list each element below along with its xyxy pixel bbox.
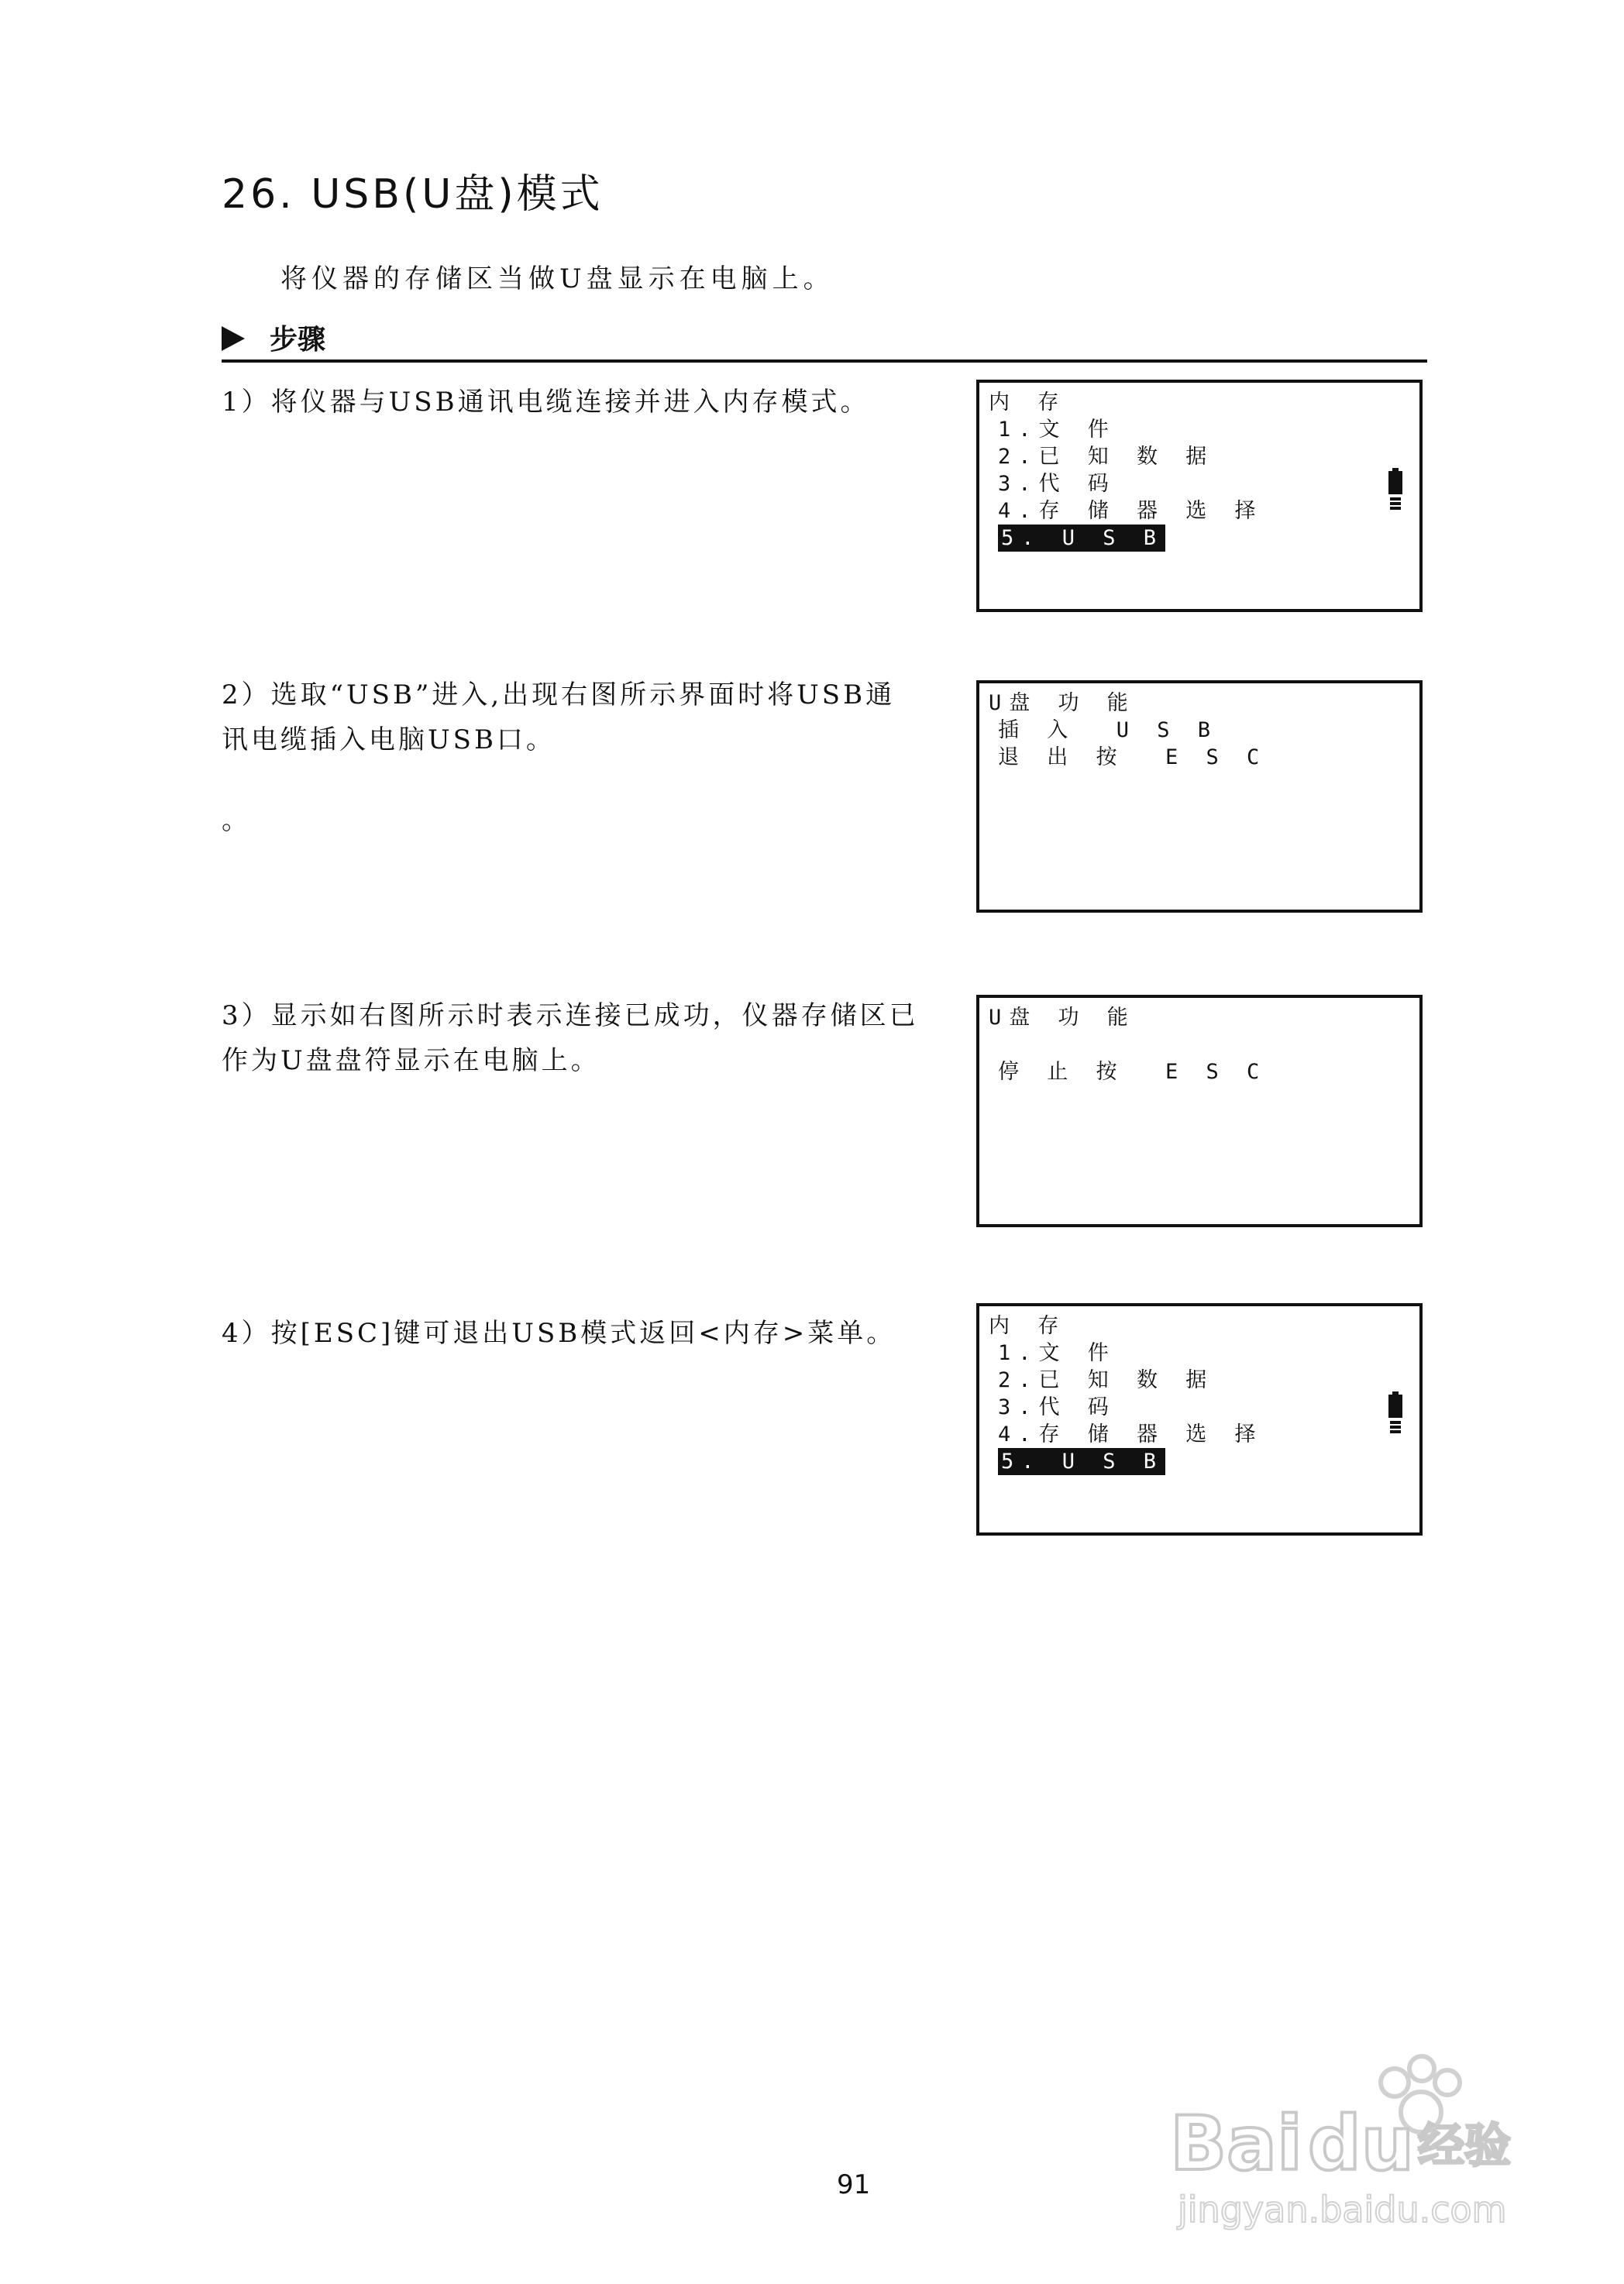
baidu-jingyan-watermark-logo [1162,2045,1550,2239]
step-3-text: 3）显示如右图所示时表示连接已成功，仪器存储区已作为U盘盘符显示在电脑上。 [222,1000,919,1076]
steps-heading-label: 步骤 [270,324,326,356]
screen-line-insert-usb: 插 入 U S B [998,718,1219,742]
menu-item-usb-selected: 5. U S B [998,525,1165,552]
svg-text:du: du [1308,2100,1415,2187]
screen-title: U盘 功 能 [989,1006,1136,1030]
menu-item-code: 3.代 码 [998,1395,1116,1419]
menu-item-code: 3.代 码 [998,472,1116,496]
screen-memory-menu [976,380,1423,612]
menu-item-file: 1.文 件 [998,418,1116,442]
step-1-text: 1）将仪器与USB通讯电缆连接并进入内存模式。 [222,387,870,418]
screen-usb-connected [976,995,1423,1227]
menu-item-known-data: 2.已 知 数 据 [998,445,1215,469]
screen-line-stop-esc: 停 止 按 E S C [998,1060,1268,1084]
battery-icon [1387,468,1404,514]
step-2-note: 。 [222,805,251,836]
menu-item-usb-selected: 5. U S B [998,1448,1165,1475]
steps-heading [222,318,1427,363]
screen-title: U盘 功 能 [989,691,1136,715]
screen-memory-menu-return [976,1303,1423,1536]
svg-text:jingyan.baidu.com: jingyan.baidu.com [1178,2189,1507,2231]
screen-usb-insert [976,680,1423,913]
page-title: 26. USB(U盘)模式 [222,171,604,218]
svg-text:经验: 经验 [1418,2119,1511,2173]
screen-title: 内 存 [989,1314,1067,1338]
menu-item-file: 1.文 件 [998,1341,1116,1365]
intro-text: 将仪器的存储区当做U盘显示在电脑上。 [280,263,834,294]
menu-item-known-data: 2.已 知 数 据 [998,1368,1215,1392]
screen-line-exit-esc: 退 出 按 E S C [998,745,1268,769]
menu-item-storage-select: 4.存 储 器 选 择 [998,499,1264,523]
step-2-text: 2）选取“USB”进入,出现右图所示界面时将USB通讯电缆插入电脑USB口。 [222,679,896,755]
svg-text:Bai: Bai [1170,2100,1302,2187]
step-4-text: 4）按[ESC]键可退出USB模式返回<内存>菜单。 [222,1318,896,1349]
battery-icon [1387,1391,1404,1438]
triangle-right-icon [222,326,245,351]
menu-item-storage-select: 4.存 储 器 选 择 [998,1422,1264,1446]
page-number: 91 [837,2169,871,2200]
screen-title: 内 存 [989,390,1067,414]
